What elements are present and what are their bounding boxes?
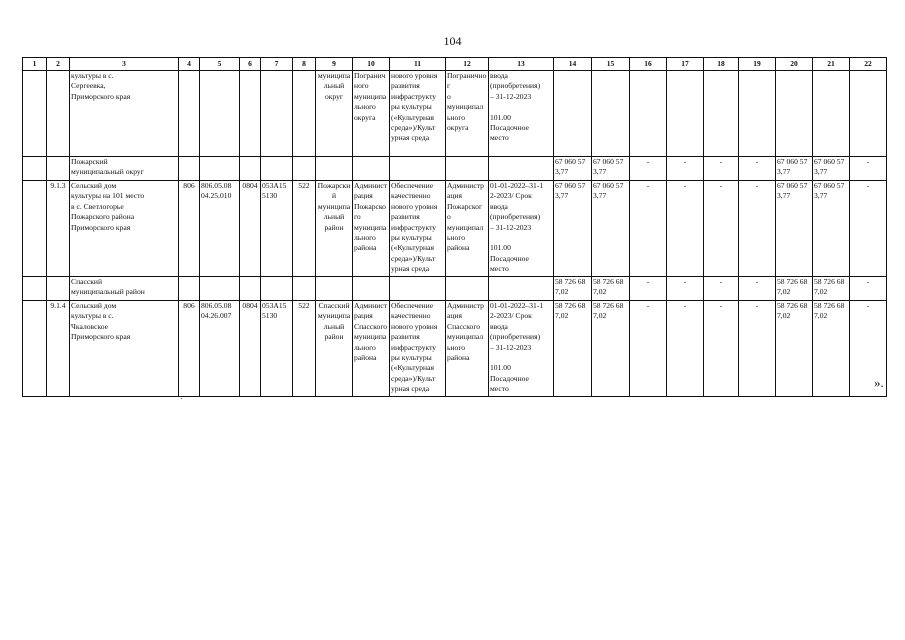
table-cell: 67 060 57 3,77 — [592, 181, 630, 277]
table-cell — [554, 71, 592, 157]
header-cell: 13 — [489, 58, 554, 71]
table-cell: 01-01-2022–31-1 2-2023/ Срок ввода (приобретения) – 31-12-2023 101.00 Посадочное место — [489, 181, 554, 277]
table-cell — [293, 157, 316, 181]
table-cell — [47, 157, 70, 181]
header-cell: 6 — [240, 58, 261, 71]
table-cell: культуры в с. Сергеевка, Приморского края — [70, 71, 179, 157]
table-cell — [390, 277, 446, 301]
header-cell: 4 — [179, 58, 200, 71]
header-cell: 9 — [316, 58, 353, 71]
table-cell: 67 060 57 3,77 — [592, 157, 630, 181]
table-cell — [179, 71, 200, 157]
table-row — [23, 157, 887, 181]
table-cell — [23, 301, 47, 397]
table-cell — [353, 277, 390, 301]
table-cell: Спасский муниципа льный район — [316, 301, 353, 397]
table-cell: - — [739, 157, 776, 181]
table-cell: 58 726 68 7,02 — [554, 301, 592, 397]
table-cell: 01-01-2022–31-1 2-2023/ Срок ввода (приобретения) – 31-12-2023 101.00 Посадочное место — [489, 301, 554, 397]
budget-table — [22, 57, 887, 397]
table-cell: - — [630, 181, 667, 277]
table-cell: 806.05.08 04.25.010 — [200, 181, 240, 277]
table-cell — [23, 181, 47, 277]
table-cell — [489, 277, 554, 301]
table-cell — [200, 71, 240, 157]
header-cell: 22 — [850, 58, 887, 71]
table-cell: - — [850, 301, 887, 397]
table-cell: - — [704, 181, 739, 277]
table-cell — [240, 157, 261, 181]
table-cell — [47, 71, 70, 157]
table-cell — [316, 277, 353, 301]
header-cell: 3 — [70, 58, 179, 71]
table-cell — [739, 71, 776, 157]
table-cell: - — [667, 181, 704, 277]
table-cell: 58 726 68 7,02 — [813, 277, 850, 301]
table-cell — [240, 71, 261, 157]
table-cell: Сельский дом культуры в с. Чкаловское Приморского края — [70, 301, 179, 397]
table-cell: 0804 — [240, 301, 261, 397]
header-cell: 14 — [554, 58, 592, 71]
table-cell: 806 — [179, 181, 200, 277]
table-cell — [23, 277, 47, 301]
table-cell: 0804 — [240, 181, 261, 277]
table-cell — [240, 277, 261, 301]
table-cell — [813, 71, 850, 157]
closing-quote-mark: ». — [874, 375, 884, 390]
table-cell: 67 060 57 3,77 — [776, 157, 813, 181]
table-cell: Админист рация Спасского муниципа льного района — [353, 301, 390, 397]
header-cell: 20 — [776, 58, 813, 71]
table-cell: - — [704, 157, 739, 181]
table-cell: 9.1.3 — [47, 181, 70, 277]
header-cell: 18 — [704, 58, 739, 71]
table-cell — [200, 157, 240, 181]
table-cell — [592, 71, 630, 157]
table-cell: 58 726 68 7,02 — [776, 277, 813, 301]
table-cell: Спасский муниципальный район — [70, 277, 179, 301]
header-cell: 1 — [23, 58, 47, 71]
table-cell: 9.1.4 — [47, 301, 70, 397]
table-cell — [850, 71, 887, 157]
table-cell — [261, 277, 293, 301]
table-cell: 67 060 57 3,77 — [554, 157, 592, 181]
table-cell: - — [704, 277, 739, 301]
table-cell — [293, 277, 316, 301]
header-cell: 7 — [261, 58, 293, 71]
header-cell: 19 — [739, 58, 776, 71]
header-cell: 21 — [813, 58, 850, 71]
table-cell — [630, 71, 667, 157]
table-cell — [446, 157, 489, 181]
table-cell — [667, 71, 704, 157]
table-cell: 58 726 68 7,02 — [813, 301, 850, 397]
table-cell: - — [667, 157, 704, 181]
header-row — [23, 58, 887, 71]
table-cell: - — [704, 301, 739, 397]
table-cell: 67 060 57 3,77 — [813, 157, 850, 181]
table-cell: Пожарский муниципальный округ — [70, 157, 179, 181]
table-cell: 806.05.08 04.26.007 — [200, 301, 240, 397]
table-row — [23, 301, 887, 397]
header-cell: 16 — [630, 58, 667, 71]
table-cell: 58 726 68 7,02 — [554, 277, 592, 301]
table-cell: 67 060 57 3,77 — [813, 181, 850, 277]
table-cell: - — [850, 157, 887, 181]
table-cell: Администр ация Спасского муниципал ьного района — [446, 301, 489, 397]
table-cell — [23, 71, 47, 157]
header-cell: 2 — [47, 58, 70, 71]
header-cell: 11 — [390, 58, 446, 71]
table-cell — [704, 71, 739, 157]
table-cell: ввода (приобретения) – 31-12-2023 101.00 Посадочное место — [489, 71, 554, 157]
table-cell: - — [667, 277, 704, 301]
table-cell — [179, 277, 200, 301]
table-cell: нового уровня развития инфраструкту ры культуры («Культурная среда»)/Культ урная среда — [390, 71, 446, 157]
table-cell: Обеспечение качественно нового уровня развития инфраструкту ры культуры («Культурная среда»)/Культ урная среда — [390, 181, 446, 277]
table-cell: - — [739, 181, 776, 277]
table-cell: Пограничног о муниципал ьного округа — [446, 71, 489, 157]
table-cell: - — [850, 277, 887, 301]
table-cell: - — [630, 157, 667, 181]
table-cell — [446, 277, 489, 301]
table-cell — [261, 157, 293, 181]
table-cell: Погранич ного муниципа льного округа — [353, 71, 390, 157]
table-cell — [776, 71, 813, 157]
table-cell: 58 726 68 7,02 — [776, 301, 813, 397]
table-cell: 522 — [293, 301, 316, 397]
table-cell — [47, 277, 70, 301]
table-cell: - — [739, 301, 776, 397]
table-cell — [179, 157, 200, 181]
table-cell: 67 060 57 3,77 — [554, 181, 592, 277]
table-row — [23, 277, 887, 301]
table-cell: - — [630, 301, 667, 397]
table-cell: Админист рация Пожарско го муниципа льного района — [353, 181, 390, 277]
table-cell: 806 — [179, 301, 200, 397]
table-row — [23, 71, 887, 157]
table-cell: 58 726 68 7,02 — [592, 277, 630, 301]
table-cell — [489, 157, 554, 181]
table-cell: - — [630, 277, 667, 301]
header-cell: 10 — [353, 58, 390, 71]
table-cell: 58 726 68 7,02 — [592, 301, 630, 397]
header-cell: 12 — [446, 58, 489, 71]
table-cell — [390, 157, 446, 181]
table-cell: - — [667, 301, 704, 397]
table-cell: 053A15 5130 — [261, 181, 293, 277]
table-cell: Обеспечение качественно нового уровня развития инфраструкту ры культуры («Культурная среда»)/Культ урная среда — [390, 301, 446, 397]
header-cell: 8 — [293, 58, 316, 71]
table-cell — [261, 71, 293, 157]
page-number: 104 — [443, 34, 462, 48]
table-cell: Пожарски й муниципа льный район — [316, 181, 353, 277]
header-cell: 15 — [592, 58, 630, 71]
table-cell — [23, 157, 47, 181]
table-cell — [200, 277, 240, 301]
table-cell: Сельский дом культуры на 101 место в с. Светлогорье Пожарского района Приморского края — [70, 181, 179, 277]
table-cell: Администр ация Пожарског о муниципал ьного района — [446, 181, 489, 277]
table-cell — [353, 157, 390, 181]
table-row — [23, 181, 887, 277]
table-cell — [316, 157, 353, 181]
table-cell: муниципа льный округ — [316, 71, 353, 157]
table-cell: 053A15 5130 — [261, 301, 293, 397]
table-cell — [293, 71, 316, 157]
header-cell: 5 — [200, 58, 240, 71]
table-cell: - — [739, 277, 776, 301]
table-cell: 67 060 57 3,77 — [776, 181, 813, 277]
table-cell: 522 — [293, 181, 316, 277]
scan-speck — [181, 398, 182, 399]
table-cell: - — [850, 181, 887, 277]
header-cell: 17 — [667, 58, 704, 71]
